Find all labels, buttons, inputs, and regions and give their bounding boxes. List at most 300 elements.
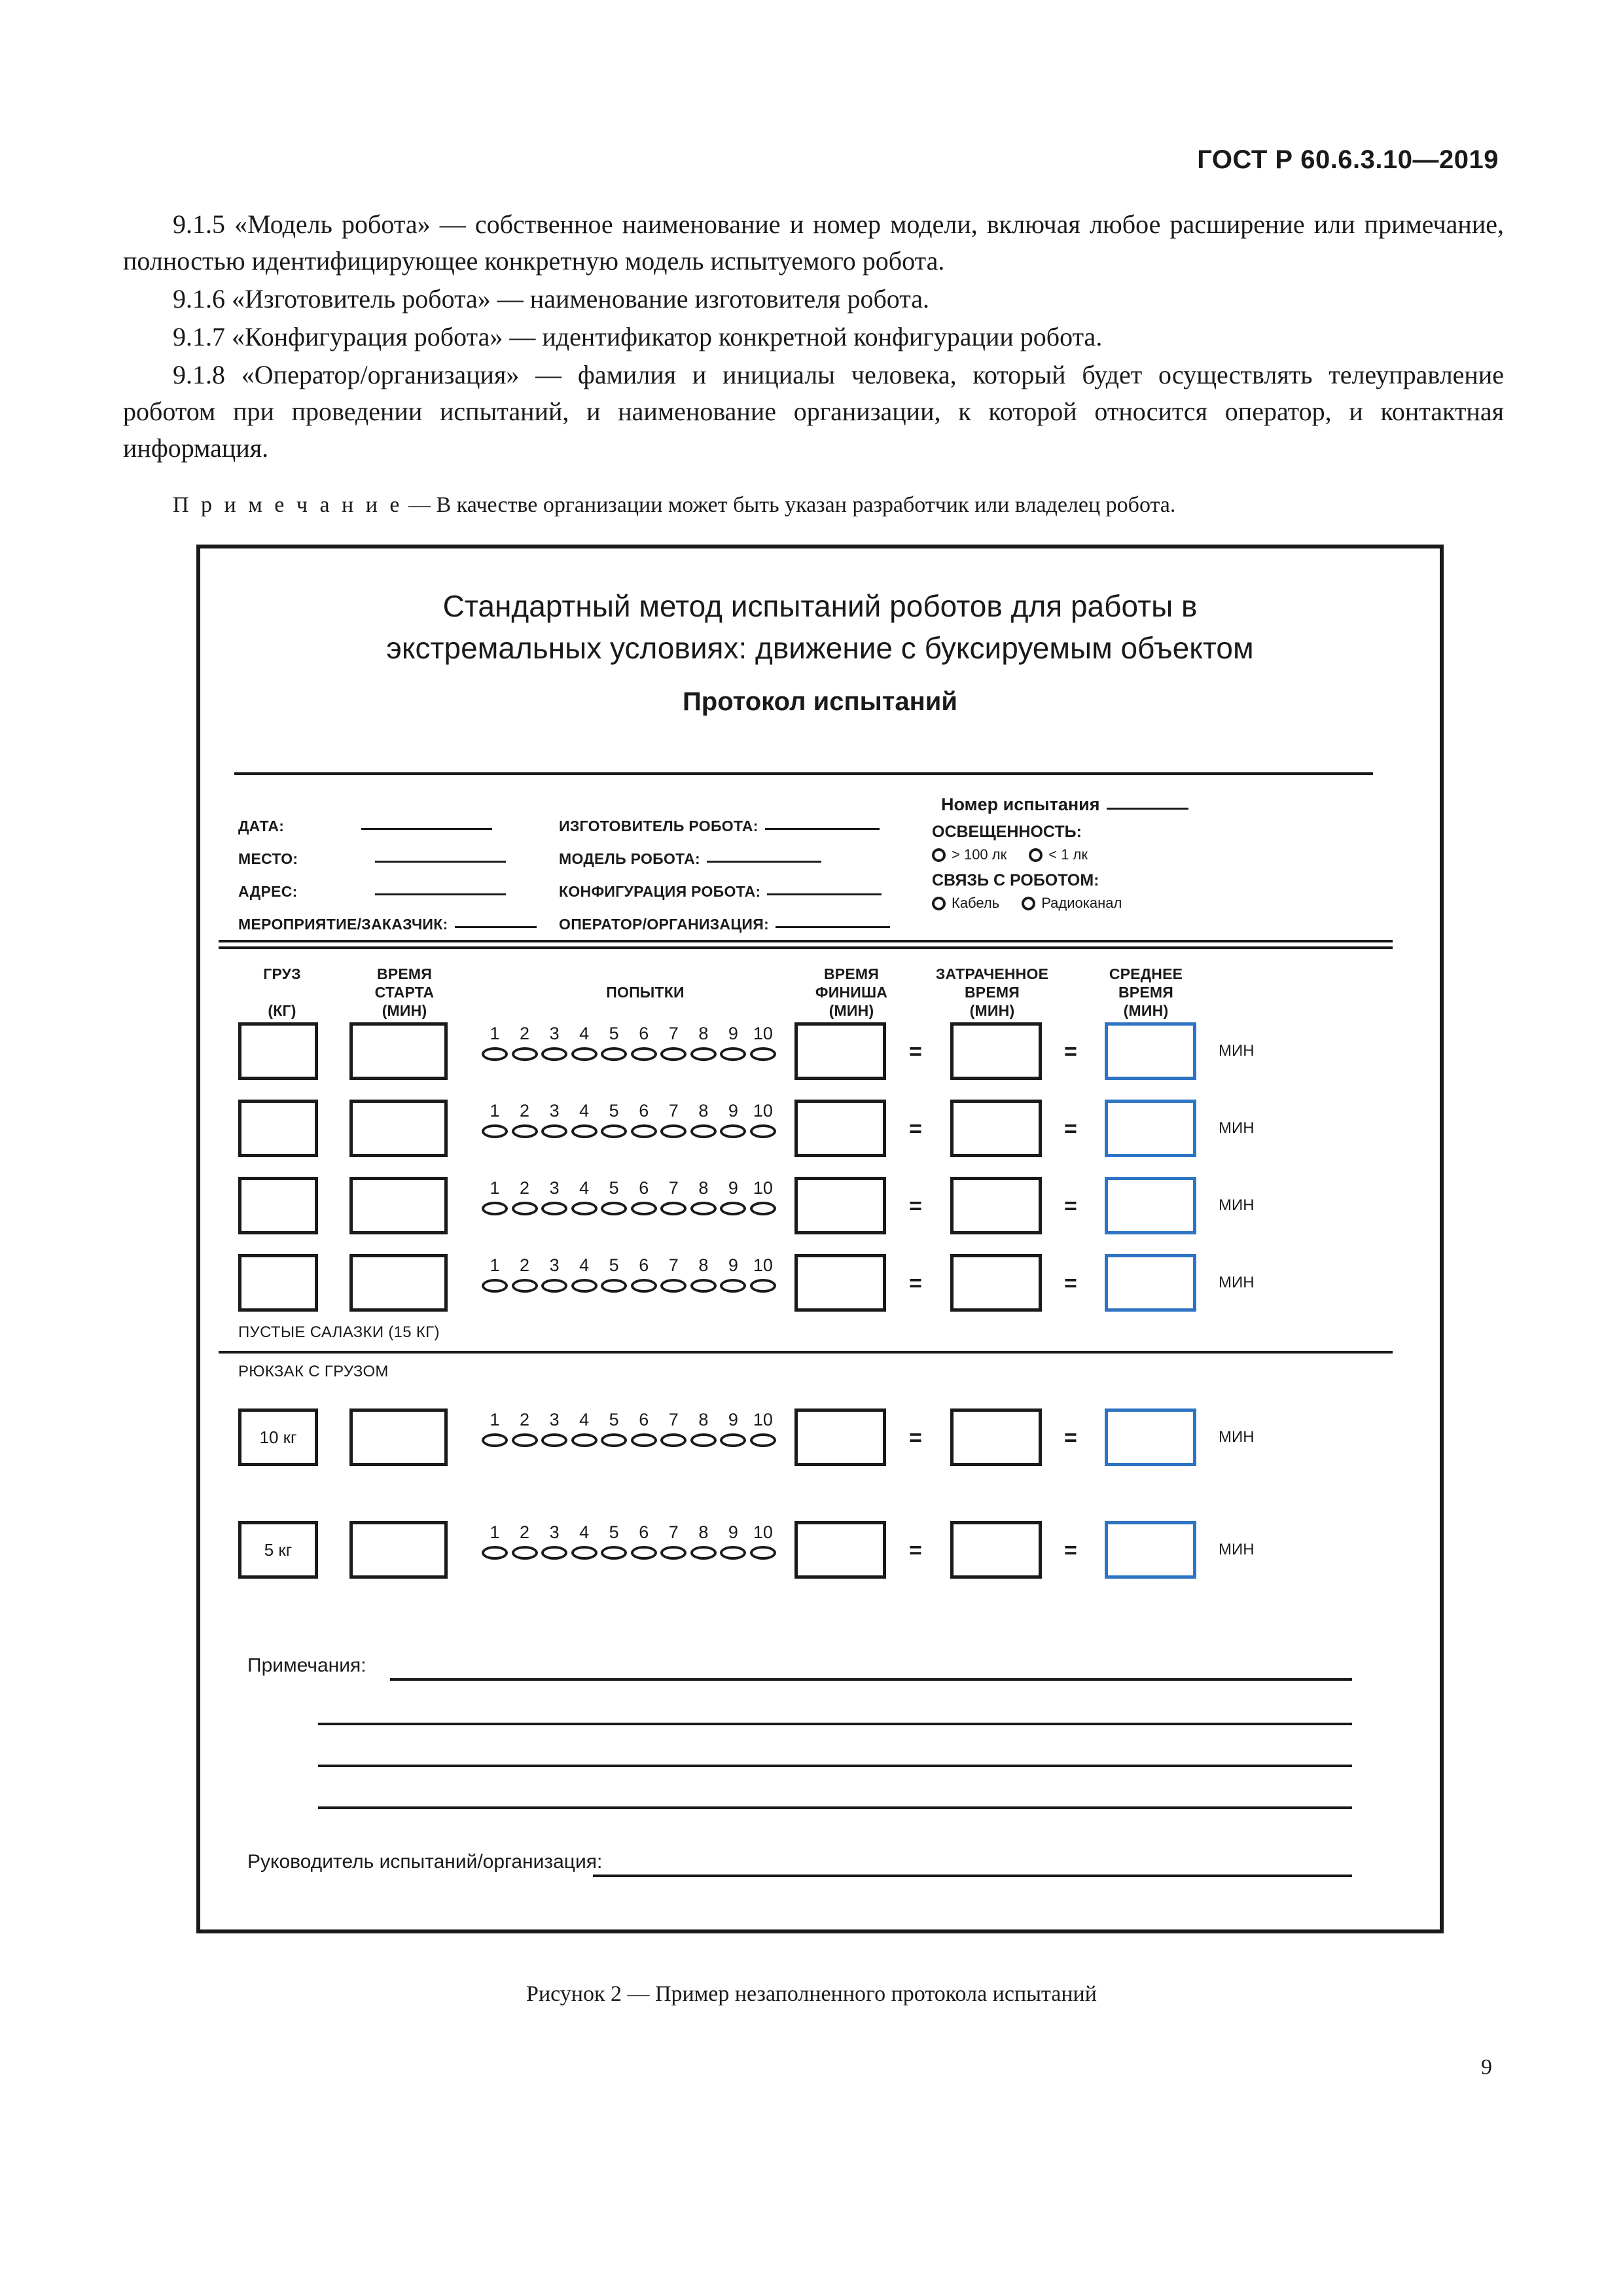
equals-sign: = <box>909 1039 922 1064</box>
attempt-circle-slot[interactable] <box>631 1198 657 1215</box>
attempt-number-label: 2 <box>520 1255 530 1275</box>
note-body-text: — В качестве организации может быть указан разработчик или владелец робота. <box>402 493 1176 517</box>
attempt-circle-icon[interactable] <box>750 1546 776 1560</box>
attempt-circle-slot[interactable] <box>571 1276 597 1293</box>
minutes-unit-label: МИН <box>1219 1196 1255 1214</box>
input-line-manufacturer[interactable] <box>765 828 880 830</box>
attempt-circle-slot[interactable] <box>512 1121 538 1138</box>
table-top-rule-2 <box>219 946 1393 949</box>
measurement-row <box>200 1250 1440 1321</box>
test-report-form-figure <box>196 545 1444 1933</box>
attempt-number-label: 1 <box>490 1255 500 1275</box>
column-header-finish-time <box>793 965 910 1020</box>
attempt-circle-slot[interactable] <box>571 1543 597 1560</box>
attempt-number-label: 5 <box>609 1024 619 1043</box>
attempt-circle-icon[interactable] <box>571 1433 597 1447</box>
attempt-number-label: 9 <box>728 1410 738 1429</box>
attempt-circle-slot[interactable] <box>571 1121 597 1138</box>
attempt-circle-icon[interactable] <box>512 1279 538 1293</box>
input-box-finish-time[interactable] <box>794 1408 886 1466</box>
attempt-circle-slot[interactable] <box>750 1276 776 1293</box>
attempt-circle-slot[interactable] <box>571 1044 597 1061</box>
notes-label: Примечания: <box>247 1655 366 1676</box>
radio-option-comm-radio[interactable] <box>1022 895 1122 912</box>
attempt-circle-icon[interactable] <box>660 1047 687 1061</box>
attempt-number-label: 6 <box>639 1101 649 1121</box>
attempt-number-label: 3 <box>549 1101 560 1121</box>
input-box-start-time[interactable] <box>349 1100 448 1157</box>
attempt-numbers-row <box>482 1522 776 1543</box>
backpack-row <box>200 1405 1440 1475</box>
section-label-backpack: РЮКЗАК С ГРУЗОМ <box>238 1363 389 1380</box>
equals-sign: = <box>909 1538 922 1563</box>
attempt-number-label: 7 <box>668 1101 679 1121</box>
attempt-number-label: 10 <box>753 1255 773 1275</box>
attempt-circle-icon[interactable] <box>660 1433 687 1447</box>
radio-label-comm-radio: Радиоканал <box>1041 895 1122 911</box>
input-line-trial-number[interactable] <box>1107 808 1188 810</box>
attempt-circle-icon[interactable] <box>482 1433 508 1447</box>
notes-line-2[interactable] <box>318 1723 1352 1725</box>
info-label-configuration: КОНФИГУРАЦИЯ РОБОТА: <box>559 883 761 900</box>
input-box-spent-time[interactable] <box>950 1521 1042 1579</box>
attempt-circle-icon[interactable] <box>601 1124 627 1138</box>
attempt-numbers-row <box>482 1101 776 1121</box>
input-box-average-time[interactable] <box>1105 1100 1196 1157</box>
radio-label-illumination-high: > 100 лк <box>952 846 1007 863</box>
info-field-address[interactable] <box>238 868 546 901</box>
attempt-circle-icon[interactable] <box>571 1279 597 1293</box>
attempt-circle-slot[interactable] <box>601 1198 627 1215</box>
column-header-start-line1: ВРЕМЯ <box>377 965 432 982</box>
attempt-number-label: 2 <box>520 1178 530 1198</box>
column-header-finish-line2: ФИНИША <box>815 984 888 1001</box>
signature-label: Руководитель испытаний/организация: <box>247 1851 603 1873</box>
attempts-cluster <box>482 1255 776 1293</box>
equals-sign: = <box>909 1117 922 1141</box>
attempt-number-label: 4 <box>579 1024 590 1043</box>
input-line-event-customer[interactable] <box>455 926 537 928</box>
attempt-circle-slot[interactable] <box>512 1044 538 1061</box>
input-box-finish-time[interactable] <box>794 1521 886 1579</box>
attempt-circle-icon[interactable] <box>571 1124 597 1138</box>
attempt-circle-icon[interactable] <box>541 1279 567 1293</box>
form-title <box>200 585 1440 669</box>
input-line-date[interactable] <box>361 828 492 830</box>
attempt-circle-slot[interactable] <box>482 1044 508 1061</box>
attempt-circle-icon[interactable] <box>660 1202 687 1215</box>
table-top-rule-1 <box>219 940 1393 942</box>
attempt-circle-slot[interactable] <box>720 1198 746 1215</box>
input-line-operator-organization[interactable] <box>776 926 890 928</box>
note-lead-label: П р и м е ч а н и е <box>173 493 403 517</box>
attempt-circle-icon[interactable] <box>690 1279 717 1293</box>
attempt-circle-slot[interactable] <box>482 1121 508 1138</box>
attempt-circle-icon[interactable] <box>720 1202 746 1215</box>
attempt-circles-row <box>482 1198 776 1215</box>
attempt-circle-slot[interactable] <box>631 1044 657 1061</box>
info-field-manufacturer[interactable] <box>559 802 873 835</box>
equals-sign: = <box>1064 1538 1077 1563</box>
attempt-circle-icon[interactable] <box>601 1279 627 1293</box>
input-box-average-time[interactable] <box>1105 1022 1196 1080</box>
attempt-circle-icon[interactable] <box>660 1124 687 1138</box>
attempt-circle-icon[interactable] <box>512 1546 538 1560</box>
attempt-number-label: 7 <box>668 1410 679 1429</box>
info-field-event-customer[interactable] <box>238 901 546 933</box>
attempt-circle-slot[interactable] <box>601 1276 627 1293</box>
column-header-start-line2: СТАРТА <box>374 984 435 1001</box>
attempt-circle-icon[interactable] <box>482 1047 508 1061</box>
attempt-circle-slot[interactable] <box>720 1044 746 1061</box>
info-label-trial-number: Номер испытания <box>941 795 1100 814</box>
radio-option-illumination-low[interactable] <box>1029 846 1088 863</box>
attempt-circle-slot[interactable] <box>541 1121 567 1138</box>
paragraph-9-1-5: 9.1.5 «Модель робота» — собственное наименование и номер модели, включая любое расширение или примечание, полностью идентифицирующее конкретную модель испытуемого робота. <box>123 209 1504 276</box>
input-box-finish-time[interactable] <box>794 1022 886 1080</box>
input-line-configuration[interactable] <box>767 893 882 895</box>
attempt-circle-slot[interactable] <box>601 1430 627 1447</box>
attempt-circle-icon[interactable] <box>541 1546 567 1560</box>
info-field-operator-organization[interactable] <box>559 901 873 933</box>
attempt-circle-icon[interactable] <box>482 1124 508 1138</box>
attempt-circle-icon[interactable] <box>571 1546 597 1560</box>
attempt-circle-icon[interactable] <box>660 1279 687 1293</box>
attempt-circle-slot[interactable] <box>512 1543 538 1560</box>
attempt-number-label: 5 <box>609 1101 619 1121</box>
attempt-circle-slot[interactable] <box>690 1543 717 1560</box>
attempts-cluster <box>482 1101 776 1138</box>
equals-sign: = <box>1064 1117 1077 1141</box>
attempt-circle-icon[interactable] <box>720 1546 746 1560</box>
attempt-circle-icon[interactable] <box>690 1124 717 1138</box>
attempt-circle-icon[interactable] <box>601 1546 627 1560</box>
attempt-number-label: 5 <box>609 1255 619 1275</box>
minutes-unit-label: МИН <box>1219 1274 1255 1291</box>
attempt-circle-slot[interactable] <box>571 1430 597 1447</box>
column-header-load-line1: ГРУЗ <box>263 965 301 982</box>
attempt-circle-icon[interactable] <box>482 1279 508 1293</box>
measurement-row <box>200 1018 1440 1089</box>
form-subtitle: Протокол испытаний <box>683 687 957 716</box>
input-box-start-time[interactable] <box>349 1022 448 1080</box>
input-box-start-time[interactable] <box>349 1521 448 1579</box>
radio-circle-icon[interactable] <box>1022 897 1035 910</box>
info-field-model[interactable] <box>559 835 873 868</box>
attempt-circle-slot[interactable] <box>541 1276 567 1293</box>
input-box-load[interactable] <box>238 1254 318 1312</box>
attempt-circle-icon[interactable] <box>660 1546 687 1560</box>
attempt-circle-icon[interactable] <box>750 1047 776 1061</box>
minutes-unit-label: МИН <box>1219 1428 1255 1446</box>
attempt-number-label: 8 <box>698 1024 709 1043</box>
attempt-circle-slot[interactable] <box>541 1198 567 1215</box>
attempt-circle-slot[interactable] <box>631 1121 657 1138</box>
attempt-circle-slot[interactable] <box>660 1198 687 1215</box>
input-box-load[interactable] <box>238 1100 318 1157</box>
attempt-number-label: 8 <box>698 1255 709 1275</box>
attempt-circle-slot[interactable] <box>690 1198 717 1215</box>
attempt-circle-slot[interactable] <box>631 1276 657 1293</box>
column-header-spent-line1: ЗАТРАЧЕННОЕ <box>935 965 1049 982</box>
attempt-circle-slot[interactable] <box>482 1543 508 1560</box>
attempt-circle-icon[interactable] <box>482 1546 508 1560</box>
input-box-finish-time[interactable] <box>794 1100 886 1157</box>
section-separator-rule <box>219 1351 1393 1354</box>
attempt-circle-slot[interactable] <box>541 1044 567 1061</box>
input-box-start-time[interactable] <box>349 1177 448 1234</box>
attempt-circle-slot[interactable] <box>660 1044 687 1061</box>
attempt-circle-icon[interactable] <box>512 1202 538 1215</box>
column-header-load <box>233 965 331 1020</box>
input-box-load[interactable]: 5 кг <box>238 1521 318 1579</box>
attempt-number-label: 1 <box>490 1410 500 1429</box>
section-label-empty-sled: ПУСТЫЕ САЛАЗКИ (15 КГ) <box>238 1323 440 1341</box>
attempt-circle-slot[interactable] <box>660 1543 687 1560</box>
attempt-number-label: 8 <box>698 1410 709 1429</box>
notes-line-4[interactable] <box>318 1806 1352 1809</box>
form-title-line-1: Стандартный метод испытаний роботов для работы в <box>442 589 1198 623</box>
attempt-number-label: 1 <box>490 1024 500 1043</box>
paragraph-9-1-6: 9.1.6 «Изготовитель робота» — наименование изготовителя робота. <box>173 284 929 314</box>
radio-circle-icon[interactable] <box>932 848 946 862</box>
info-label-model: МОДЕЛЬ РОБОТА: <box>559 850 700 867</box>
attempt-circle-slot[interactable] <box>631 1430 657 1447</box>
column-header-finish-line3: (МИН) <box>829 1002 874 1019</box>
attempt-number-label: 7 <box>668 1024 679 1043</box>
info-field-configuration[interactable] <box>559 868 873 901</box>
attempt-number-label: 3 <box>549 1522 560 1542</box>
attempt-number-label: 2 <box>520 1024 530 1043</box>
info-field-place[interactable] <box>238 835 546 868</box>
column-header-load-line2: (КГ) <box>268 1002 296 1019</box>
attempt-circle-icon[interactable] <box>631 1433 657 1447</box>
attempt-numbers-row <box>482 1255 776 1276</box>
attempt-number-label: 9 <box>728 1024 738 1043</box>
attempt-number-label: 7 <box>668 1522 679 1542</box>
attempt-circle-icon[interactable] <box>690 1047 717 1061</box>
input-box-load[interactable] <box>238 1177 318 1234</box>
attempt-circle-slot[interactable] <box>571 1198 597 1215</box>
info-field-trial-number[interactable] <box>941 795 1208 815</box>
attempt-circle-icon[interactable] <box>601 1433 627 1447</box>
input-box-finish-time[interactable] <box>794 1254 886 1312</box>
input-line-address[interactable] <box>375 893 506 895</box>
column-header-spent-line3: (МИН) <box>969 1002 1015 1019</box>
info-column-left <box>238 802 546 933</box>
notes-line-1[interactable] <box>390 1678 1352 1681</box>
attempt-circle-slot[interactable] <box>750 1121 776 1138</box>
attempt-number-label: 4 <box>579 1255 590 1275</box>
input-box-finish-time[interactable] <box>794 1177 886 1234</box>
attempt-circle-icon[interactable] <box>750 1124 776 1138</box>
input-box-spent-time[interactable] <box>950 1177 1042 1234</box>
attempt-circle-slot[interactable] <box>541 1543 567 1560</box>
attempt-circles-row <box>482 1430 776 1447</box>
radio-label-illumination-low: < 1 лк <box>1048 846 1088 863</box>
input-box-spent-time[interactable] <box>950 1100 1042 1157</box>
attempt-circle-slot[interactable] <box>482 1276 508 1293</box>
attempts-cluster <box>482 1410 776 1447</box>
radio-option-illumination-high[interactable] <box>932 846 1007 863</box>
attempt-circle-slot[interactable] <box>720 1543 746 1560</box>
attempt-number-label: 10 <box>753 1178 773 1198</box>
minutes-unit-label: МИН <box>1219 1042 1255 1060</box>
input-box-load[interactable] <box>238 1022 318 1080</box>
attempt-circle-icon[interactable] <box>601 1202 627 1215</box>
equals-sign: = <box>1064 1271 1077 1296</box>
input-box-load[interactable]: 10 кг <box>238 1408 318 1466</box>
attempt-circle-icon[interactable] <box>541 1047 567 1061</box>
attempt-circle-icon[interactable] <box>571 1202 597 1215</box>
attempt-number-label: 5 <box>609 1178 619 1198</box>
attempt-circle-icon[interactable] <box>601 1047 627 1061</box>
attempt-number-label: 7 <box>668 1255 679 1275</box>
attempt-circle-icon[interactable] <box>512 1124 538 1138</box>
column-header-attempts: ПОПЫТКИ <box>606 984 685 1001</box>
communication-options-row <box>932 895 1208 912</box>
attempt-circles-row <box>482 1543 776 1560</box>
attempt-circle-icon[interactable] <box>482 1202 508 1215</box>
attempt-circle-icon[interactable] <box>750 1433 776 1447</box>
attempt-number-label: 10 <box>753 1410 773 1429</box>
attempt-numbers-row <box>482 1178 776 1198</box>
attempt-number-label: 8 <box>698 1101 709 1121</box>
radio-circle-icon[interactable] <box>1029 848 1043 862</box>
attempt-number-label: 1 <box>490 1178 500 1198</box>
attempt-circle-slot[interactable] <box>601 1044 627 1061</box>
attempt-circle-slot[interactable] <box>720 1430 746 1447</box>
attempt-circle-icon[interactable] <box>720 1433 746 1447</box>
attempt-circle-slot[interactable] <box>601 1543 627 1560</box>
attempt-circle-icon[interactable] <box>720 1279 746 1293</box>
input-box-average-time[interactable] <box>1105 1254 1196 1312</box>
input-box-spent-time[interactable] <box>950 1408 1042 1466</box>
attempt-number-label: 3 <box>549 1024 560 1043</box>
attempt-circle-slot[interactable] <box>750 1044 776 1061</box>
column-header-spent-time <box>917 965 1067 1020</box>
attempt-circle-icon[interactable] <box>720 1124 746 1138</box>
attempt-circle-icon[interactable] <box>512 1047 538 1061</box>
communication-section-label: СВЯЗЬ С РОБОТОМ: <box>932 871 1099 889</box>
attempt-circle-icon[interactable] <box>690 1202 717 1215</box>
input-line-place[interactable] <box>375 861 506 863</box>
attempt-number-label: 4 <box>579 1178 590 1198</box>
info-field-date[interactable] <box>238 802 546 835</box>
input-box-spent-time[interactable] <box>950 1254 1042 1312</box>
column-header-start-time <box>346 965 463 1020</box>
attempt-circle-icon[interactable] <box>690 1546 717 1560</box>
attempt-circle-icon[interactable] <box>720 1047 746 1061</box>
attempt-circle-icon[interactable] <box>631 1279 657 1293</box>
input-box-average-time[interactable] <box>1105 1408 1196 1466</box>
attempt-numbers-row <box>482 1410 776 1430</box>
radio-label-comm-cable: Кабель <box>952 895 1000 911</box>
input-box-start-time[interactable] <box>349 1254 448 1312</box>
attempt-number-label: 8 <box>698 1178 709 1198</box>
attempt-circle-icon[interactable] <box>631 1202 657 1215</box>
attempt-circle-icon[interactable] <box>541 1202 567 1215</box>
attempt-number-label: 3 <box>549 1410 560 1429</box>
attempt-number-label: 4 <box>579 1101 590 1121</box>
signature-line[interactable] <box>593 1874 1352 1877</box>
radio-circle-icon[interactable] <box>932 897 946 910</box>
form-title-line-2: экстремальных условиях: движение с буксируемым объектом <box>386 631 1254 665</box>
attempt-number-label: 3 <box>549 1178 560 1198</box>
attempt-circle-slot[interactable] <box>690 1121 717 1138</box>
measurement-row <box>200 1096 1440 1166</box>
attempt-number-label: 5 <box>609 1410 619 1429</box>
attempt-circle-icon[interactable] <box>750 1279 776 1293</box>
column-header-avg-line2: ВРЕМЯ <box>1118 984 1173 1001</box>
equals-sign: = <box>909 1271 922 1296</box>
input-box-start-time[interactable] <box>349 1408 448 1466</box>
attempt-circle-icon[interactable] <box>631 1124 657 1138</box>
input-box-spent-time[interactable] <box>950 1022 1042 1080</box>
note-paragraph <box>123 489 1504 522</box>
minutes-unit-label: МИН <box>1219 1119 1255 1137</box>
attempt-circle-slot[interactable] <box>482 1430 508 1447</box>
attempt-circle-icon[interactable] <box>631 1546 657 1560</box>
attempt-circle-slot[interactable] <box>601 1121 627 1138</box>
column-header-spent-line2: ВРЕМЯ <box>965 984 1020 1001</box>
attempt-circle-slot[interactable] <box>750 1430 776 1447</box>
attempts-cluster <box>482 1522 776 1560</box>
attempt-circle-icon[interactable] <box>541 1433 567 1447</box>
input-box-average-time[interactable] <box>1105 1177 1196 1234</box>
attempt-circle-icon[interactable] <box>750 1202 776 1215</box>
attempt-circle-slot[interactable] <box>541 1430 567 1447</box>
attempt-number-label: 10 <box>753 1522 773 1542</box>
attempt-circle-slot[interactable] <box>512 1198 538 1215</box>
info-label-place: МЕСТО: <box>238 850 298 867</box>
attempt-number-label: 2 <box>520 1101 530 1121</box>
info-label-event-customer: МЕРОПРИЯТИЕ/ЗАКАЗЧИК: <box>238 916 448 933</box>
attempt-circle-icon[interactable] <box>690 1433 717 1447</box>
paragraph-9-1-8: 9.1.8 «Оператор/организация» — фамилия и инициалы человека, который будет осуществлять телеуправление роботом при проведении испытаний, и наименование организации, к которой относится оператор, и контактная информация. <box>123 360 1504 463</box>
attempt-circle-slot[interactable] <box>690 1276 717 1293</box>
column-header-finish-line1: ВРЕМЯ <box>824 965 879 982</box>
input-line-model[interactable] <box>707 861 821 863</box>
attempt-circle-icon[interactable] <box>571 1047 597 1061</box>
attempt-circle-icon[interactable] <box>631 1047 657 1061</box>
attempt-circle-slot[interactable] <box>750 1543 776 1560</box>
notes-line-3[interactable] <box>318 1765 1352 1767</box>
attempt-circle-slot[interactable] <box>482 1198 508 1215</box>
input-box-average-time[interactable] <box>1105 1521 1196 1579</box>
info-label-date: ДАТА: <box>238 817 285 834</box>
attempt-circle-slot[interactable] <box>720 1121 746 1138</box>
attempt-circle-slot[interactable] <box>720 1276 746 1293</box>
attempt-circle-slot[interactable] <box>512 1276 538 1293</box>
attempt-circle-icon[interactable] <box>512 1433 538 1447</box>
attempt-circle-slot[interactable] <box>660 1276 687 1293</box>
title-divider-rule <box>234 772 1373 775</box>
attempt-circle-slot[interactable] <box>750 1198 776 1215</box>
attempt-circle-slot[interactable] <box>512 1430 538 1447</box>
radio-option-comm-cable[interactable] <box>932 895 999 912</box>
attempt-number-label: 6 <box>639 1178 649 1198</box>
attempt-circle-icon[interactable] <box>541 1124 567 1138</box>
attempt-number-label: 7 <box>668 1178 679 1198</box>
attempt-circle-slot[interactable] <box>690 1044 717 1061</box>
attempt-circle-slot[interactable] <box>631 1543 657 1560</box>
attempt-circle-slot[interactable] <box>690 1430 717 1447</box>
column-header-average-time <box>1077 965 1215 1020</box>
attempt-number-label: 6 <box>639 1410 649 1429</box>
attempt-circle-slot[interactable] <box>660 1121 687 1138</box>
attempt-circle-slot[interactable] <box>660 1430 687 1447</box>
